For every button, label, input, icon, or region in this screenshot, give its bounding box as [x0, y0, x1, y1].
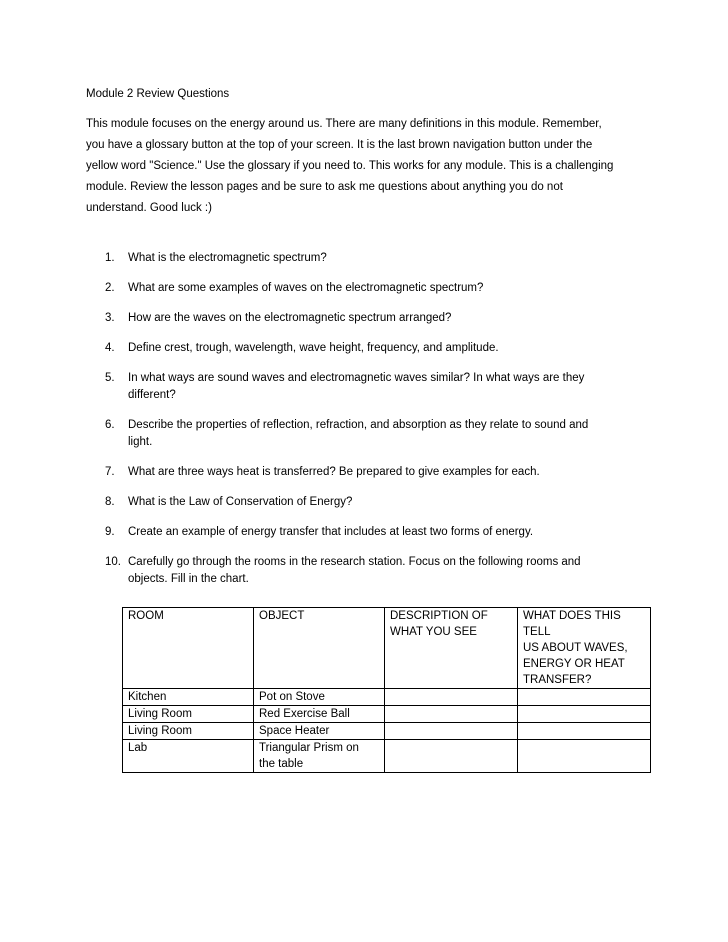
cell-room: Kitchen: [123, 689, 254, 706]
question-text: objects. Fill in the chart.: [128, 573, 249, 585]
page-title: Module 2 Review Questions: [86, 88, 230, 100]
question-item: [105, 310, 645, 327]
intro-line: module. Review the lesson pages and be sure to ask me questions about anything you do not: [86, 181, 563, 193]
question-item: [105, 494, 645, 511]
question-text: What are some examples of waves on the electromagnetic spectrum?: [128, 282, 484, 294]
header-object: OBJECT: [254, 608, 385, 689]
question-item: [105, 250, 645, 267]
intro-line: understand. Good luck :): [86, 202, 212, 214]
question-text: light.: [128, 436, 153, 448]
question-number: 10.: [105, 556, 121, 568]
question-number: 2.: [105, 282, 115, 294]
question-number: 9.: [105, 526, 115, 538]
question-item: [105, 340, 645, 357]
intro-line: you have a glossary button at the top of your screen. It is the last brown navigation button under the: [86, 139, 593, 151]
observation-chart: [122, 607, 651, 773]
cell-description-blank[interactable]: [385, 689, 518, 706]
header-room: ROOM: [123, 608, 254, 689]
intro-line: This module focuses on the energy around us. There are many definitions in this module. Remember,: [86, 118, 602, 130]
intro-paragraph: [86, 114, 652, 219]
question-list: [105, 250, 645, 601]
table-row: [123, 723, 651, 740]
question-text: What is the Law of Conservation of Energy?: [128, 496, 353, 508]
question-number: 6.: [105, 419, 115, 431]
cell-room: Lab: [123, 740, 254, 773]
question-number: 1.: [105, 252, 115, 264]
header-description: DESCRIPTION OF WHAT YOU SEE: [385, 608, 518, 689]
question-text: What is the electromagnetic spectrum?: [128, 252, 327, 264]
question-text: What are three ways heat is transferred? Be prepared to give examples for each.: [128, 466, 540, 478]
table-row: [123, 740, 651, 773]
question-text: Create an example of energy transfer that includes at least two forms of energy.: [128, 526, 534, 538]
cell-object: Pot on Stove: [254, 689, 385, 706]
question-text: In what ways are sound waves and electromagnetic waves similar? In what ways are they: [128, 372, 585, 384]
cell-object: Space Heater: [254, 723, 385, 740]
cell-description-blank[interactable]: [385, 706, 518, 723]
header-meaning: WHAT DOES THIS TELL US ABOUT WAVES, ENERGY OR HEAT TRANSFER?: [518, 608, 651, 689]
table-row: [123, 706, 651, 723]
question-number: 3.: [105, 312, 115, 324]
question-text: How are the waves on the electromagnetic spectrum arranged?: [128, 312, 452, 324]
question-text: Carefully go through the rooms in the research station. Focus on the following rooms and: [128, 556, 581, 568]
question-text: different?: [128, 389, 176, 401]
question-item: [105, 280, 645, 297]
cell-object: Triangular Prism on the table: [254, 740, 385, 773]
question-item: [105, 554, 645, 588]
cell-description-blank[interactable]: [385, 740, 518, 773]
cell-room: Living Room: [123, 706, 254, 723]
question-text: Describe the properties of reflection, refraction, and absorption as they relate to sound and: [128, 419, 589, 431]
question-number: 7.: [105, 466, 115, 478]
question-number: 8.: [105, 496, 115, 508]
cell-room: Living Room: [123, 723, 254, 740]
cell-meaning-blank[interactable]: [518, 723, 651, 740]
intro-line: yellow word "Science." Use the glossary if you need to. This works for any module. This is a challenging: [86, 160, 614, 172]
question-text: Define crest, trough, wavelength, wave height, frequency, and amplitude.: [128, 342, 499, 354]
question-item: [105, 464, 645, 481]
question-number: 5.: [105, 372, 115, 384]
cell-description-blank[interactable]: [385, 723, 518, 740]
cell-meaning-blank[interactable]: [518, 706, 651, 723]
cell-meaning-blank[interactable]: [518, 689, 651, 706]
question-item: [105, 417, 645, 451]
chart-header-row: [123, 608, 651, 689]
table-row: [123, 689, 651, 706]
question-item: [105, 524, 645, 541]
question-item: [105, 370, 645, 404]
cell-meaning-blank[interactable]: [518, 740, 651, 773]
cell-object: Red Exercise Ball: [254, 706, 385, 723]
question-number: 4.: [105, 342, 115, 354]
